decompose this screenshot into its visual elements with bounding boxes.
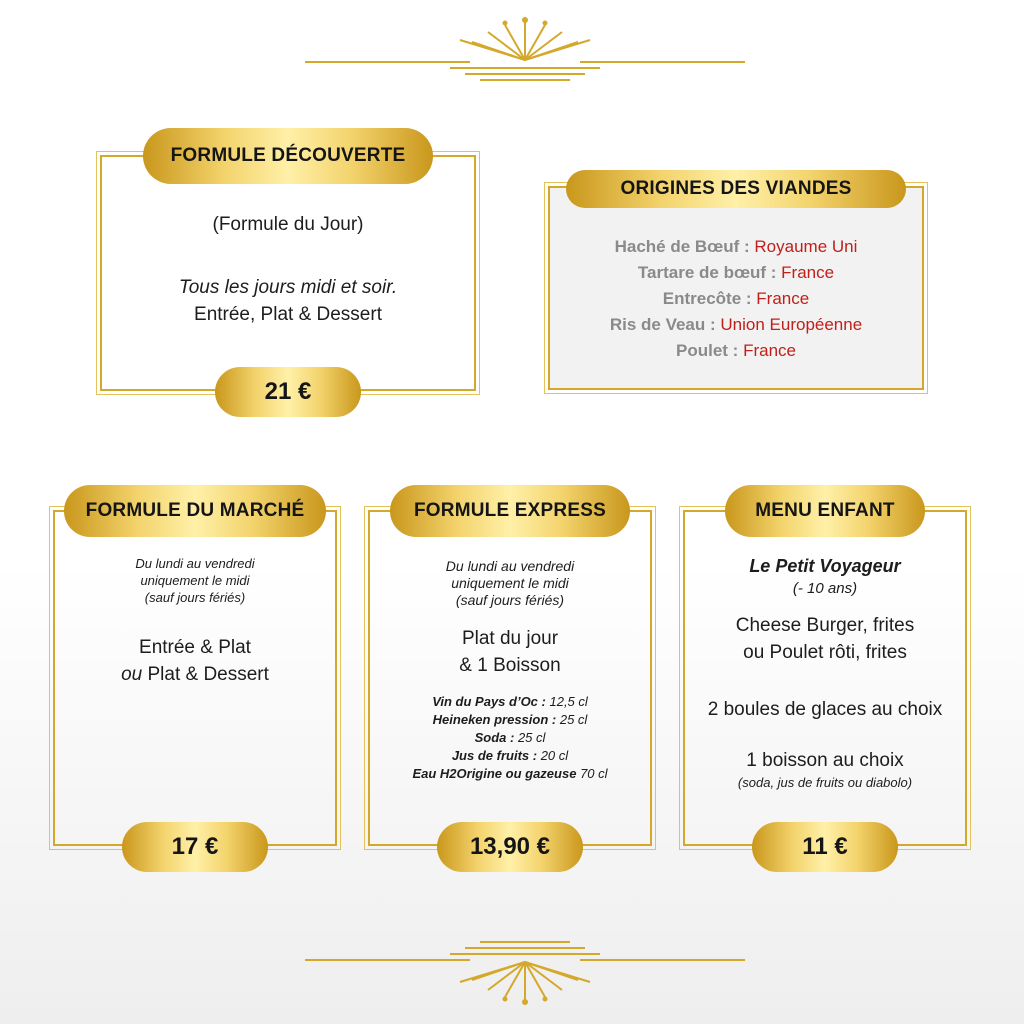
formule-express-title: FORMULE EXPRESS <box>390 485 630 537</box>
express-note-3: (sauf jours fériés) <box>455 592 565 608</box>
origine-item: Tartare de bœuf : France <box>637 263 835 282</box>
formule-express-card <box>368 500 652 860</box>
enfant-line-2: ou Poulet rôti, frites <box>743 642 907 663</box>
marche-note-1: Du lundi au vendredi <box>135 556 255 571</box>
formule-marche-price: 17 € <box>122 822 268 872</box>
origine-item: Poulet : France <box>676 341 796 360</box>
marche-line-2: ou Plat & Dessert <box>121 664 269 685</box>
drink-item: Heineken pression : 25 cl <box>432 712 588 727</box>
menu-enfant-body <box>685 554 965 791</box>
drink-item: Jus de fruits : 20 cl <box>451 748 569 763</box>
marche-line-1: Entrée & Plat <box>139 637 251 658</box>
formule-decouverte-card <box>100 145 476 405</box>
origine-item: Haché de Bœuf : Royaume Uni <box>614 237 858 256</box>
express-drinks-list <box>370 693 650 783</box>
drink-item: Soda : 25 cl <box>474 730 546 745</box>
formule-decouverte-line2: Entrée, Plat & Dessert <box>194 304 382 325</box>
menu-enfant-price: 11 € <box>752 822 898 872</box>
formule-express-body <box>370 558 650 783</box>
art-deco-ornament-bottom <box>300 932 750 1012</box>
origines-viandes-list <box>550 234 922 364</box>
formule-decouverte-line1: Tous les jours midi et soir. <box>178 277 398 298</box>
formule-decouverte-subtitle: (Formule du Jour) <box>212 214 364 235</box>
menu-enfant-card <box>683 500 967 860</box>
origine-item: Entrecôte : France <box>662 289 810 308</box>
formule-decouverte-title: FORMULE DÉCOUVERTE <box>143 128 433 184</box>
formule-decouverte-body <box>102 211 474 328</box>
origine-item: Ris de Veau : Union Européenne <box>609 315 863 334</box>
enfant-line-4: 1 boisson au choix <box>746 750 904 771</box>
enfant-line-5: (soda, jus de fruits ou diabolo) <box>737 775 913 790</box>
marche-note-3: (sauf jours fériés) <box>144 590 246 605</box>
formule-marche-card <box>53 500 337 860</box>
origines-viandes-card <box>548 178 924 390</box>
express-note-1: Du lundi au vendredi <box>445 558 575 574</box>
drink-item: Vin du Pays d’Oc : 12,5 cl <box>432 694 588 709</box>
origines-viandes-title: ORIGINES DES VIANDES <box>566 170 906 208</box>
enfant-line-3: 2 boules de glaces au choix <box>707 699 943 720</box>
marche-note-2: uniquement le midi <box>140 573 250 588</box>
menu-enfant-title: MENU ENFANT <box>725 485 925 537</box>
express-note-2: uniquement le midi <box>451 575 569 591</box>
express-line-1: Plat du jour <box>461 628 559 649</box>
formule-decouverte-price: 21 € <box>215 367 361 417</box>
drink-item: Eau H2Origine ou gazeuse 70 cl <box>412 766 608 781</box>
enfant-age: (- 10 ans) <box>792 580 858 597</box>
express-line-2: & 1 Boisson <box>459 655 561 676</box>
enfant-name: Le Petit Voyageur <box>749 556 901 576</box>
formule-marche-title: FORMULE DU MARCHÉ <box>64 485 326 537</box>
formule-marche-body <box>55 555 335 688</box>
art-deco-ornament-top <box>300 10 750 90</box>
enfant-line-1: Cheese Burger, frites <box>735 615 915 636</box>
formule-express-price: 13,90 € <box>437 822 583 872</box>
